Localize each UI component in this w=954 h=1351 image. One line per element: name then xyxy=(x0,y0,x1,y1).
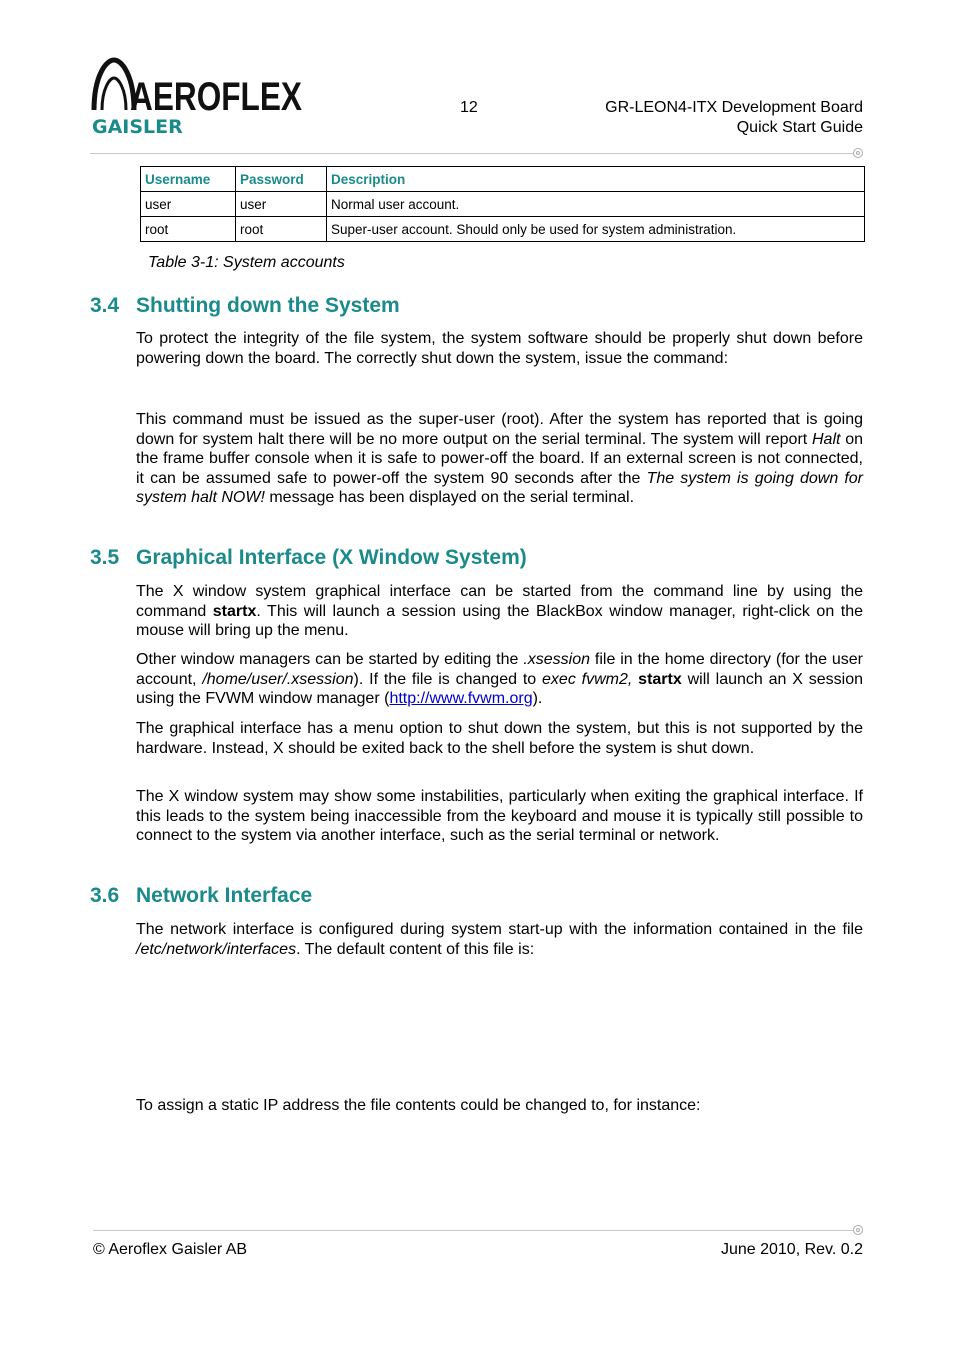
sec34-paragraph-2 xyxy=(136,410,863,508)
cell-password: root xyxy=(236,217,327,242)
text-run: message has been displayed on the serial terminal. xyxy=(264,489,635,507)
logo-subtitle: GAISLER xyxy=(92,116,183,138)
text-run: This command must be issued as the super-user (root). After the system has reported that is going down for system halt there will be no more output on the serial terminal. The system will report xyxy=(136,411,863,448)
cell-username: user xyxy=(141,192,236,217)
text-run: file in the home directory (for the user account, xyxy=(136,651,864,688)
text-run: ). xyxy=(532,690,543,708)
table-header-row xyxy=(141,167,865,192)
footer-divider xyxy=(93,1230,853,1231)
footer-copyright: © Aeroflex Gaisler AB xyxy=(93,1241,248,1258)
fvwm-link[interactable]: http://www.fvwm.org xyxy=(389,690,533,708)
halt-term: Halt xyxy=(811,430,841,448)
text-run: . This will launch a session using the BlackBox window manager, right-click on the mouse will bring up the menu. xyxy=(136,602,863,640)
doc-title-line2: Quick Start Guide xyxy=(736,119,863,136)
cell-description: Super-user account. Should only be used for system administration. xyxy=(327,217,865,242)
sec35-paragraph-3: The graphical interface has a menu option to shut down the system, but this is not supported by the hardware. Instead, X should be exited back to the shell before the system is shut down. xyxy=(136,720,863,757)
cell-description: Normal user account. xyxy=(327,192,865,217)
table-row xyxy=(141,217,865,242)
startx-command: startx xyxy=(638,670,682,688)
halt-message: The system is going down for system halt NOW! xyxy=(136,469,864,507)
header-ornament-icon xyxy=(853,148,863,158)
section-title: Shutting down the System xyxy=(136,294,400,317)
startx-command: startx xyxy=(212,602,257,620)
section-3-6-heading xyxy=(90,884,312,908)
text-run: will launch an X session using the FVWM window manager ( xyxy=(136,670,864,708)
system-accounts-table xyxy=(140,166,865,242)
text-run: The network interface is configured during system start-up with the information contained in the file xyxy=(136,921,863,938)
table-row xyxy=(141,192,865,217)
section-number: 3.4 xyxy=(90,294,120,317)
col-username: Username xyxy=(141,167,236,192)
sec34-paragraph-1: To protect the integrity of the file system, the system software should be properly shut down before powering down the board. The correctly shut down the system, issue the command: xyxy=(136,330,863,367)
sec36-paragraph-1 xyxy=(136,920,863,959)
section-title: Network Interface xyxy=(136,884,313,907)
interfaces-file: /etc/network/interfaces xyxy=(136,940,297,958)
section-title: Graphical Interface (X Window System) xyxy=(136,546,527,569)
text-run: . The default content of this file is: xyxy=(296,940,535,958)
cell-username: root xyxy=(141,217,236,242)
section-3-4-heading xyxy=(90,294,400,318)
section-3-5-heading xyxy=(90,546,527,570)
footer-ornament-icon xyxy=(853,1225,863,1235)
aeroflex-gaisler-logo xyxy=(90,58,305,138)
page-number: 12 xyxy=(460,99,478,116)
sec35-paragraph-2 xyxy=(136,650,863,709)
doc-title xyxy=(480,98,863,138)
sec35-paragraph-1 xyxy=(136,582,863,641)
section-number: 3.6 xyxy=(90,884,120,907)
cell-password: user xyxy=(236,192,327,217)
sec35-paragraph-4: The X window system may show some instabilities, particularly when exiting the graphical interface. If this leads to the system being inaccessible from the keyboard and mouse it is typically still possible to connect to the system via another interface, such as the serial terminal or network. xyxy=(136,788,863,845)
text-run: Other window managers can be started by editing the xyxy=(136,651,524,668)
text-run: on the frame buffer console when it is safe to power-off the board. If an external screen is not connected, it can be assumed safe to power-off the system 90 seconds after the xyxy=(136,430,863,487)
doc-title-line1: GR-LEON4-ITX Development Board xyxy=(605,99,863,116)
logo-wordmark: AEROFLEX xyxy=(130,75,303,119)
sec36-paragraph-2: To assign a static IP address the file contents could be changed to, for instance: xyxy=(136,1097,701,1114)
header-divider xyxy=(90,153,853,154)
col-password: Password xyxy=(236,167,327,192)
section-number: 3.5 xyxy=(90,546,120,569)
footer-revision: June 2010, Rev. 0.2 xyxy=(720,1241,863,1258)
table-caption: Table 3-1: System accounts xyxy=(148,254,345,271)
text-run: ). If the file is changed to xyxy=(353,670,543,688)
exec-fvwm2: exec fvwm2, xyxy=(542,670,633,688)
xsession-file: .xsession xyxy=(523,651,591,668)
text-run: The X window system graphical interface can be started from the command line by using the command xyxy=(136,583,863,620)
xsession-path: /home/user/.xsession xyxy=(202,670,354,688)
logo-graphic xyxy=(90,58,305,138)
col-description: Description xyxy=(327,167,865,192)
